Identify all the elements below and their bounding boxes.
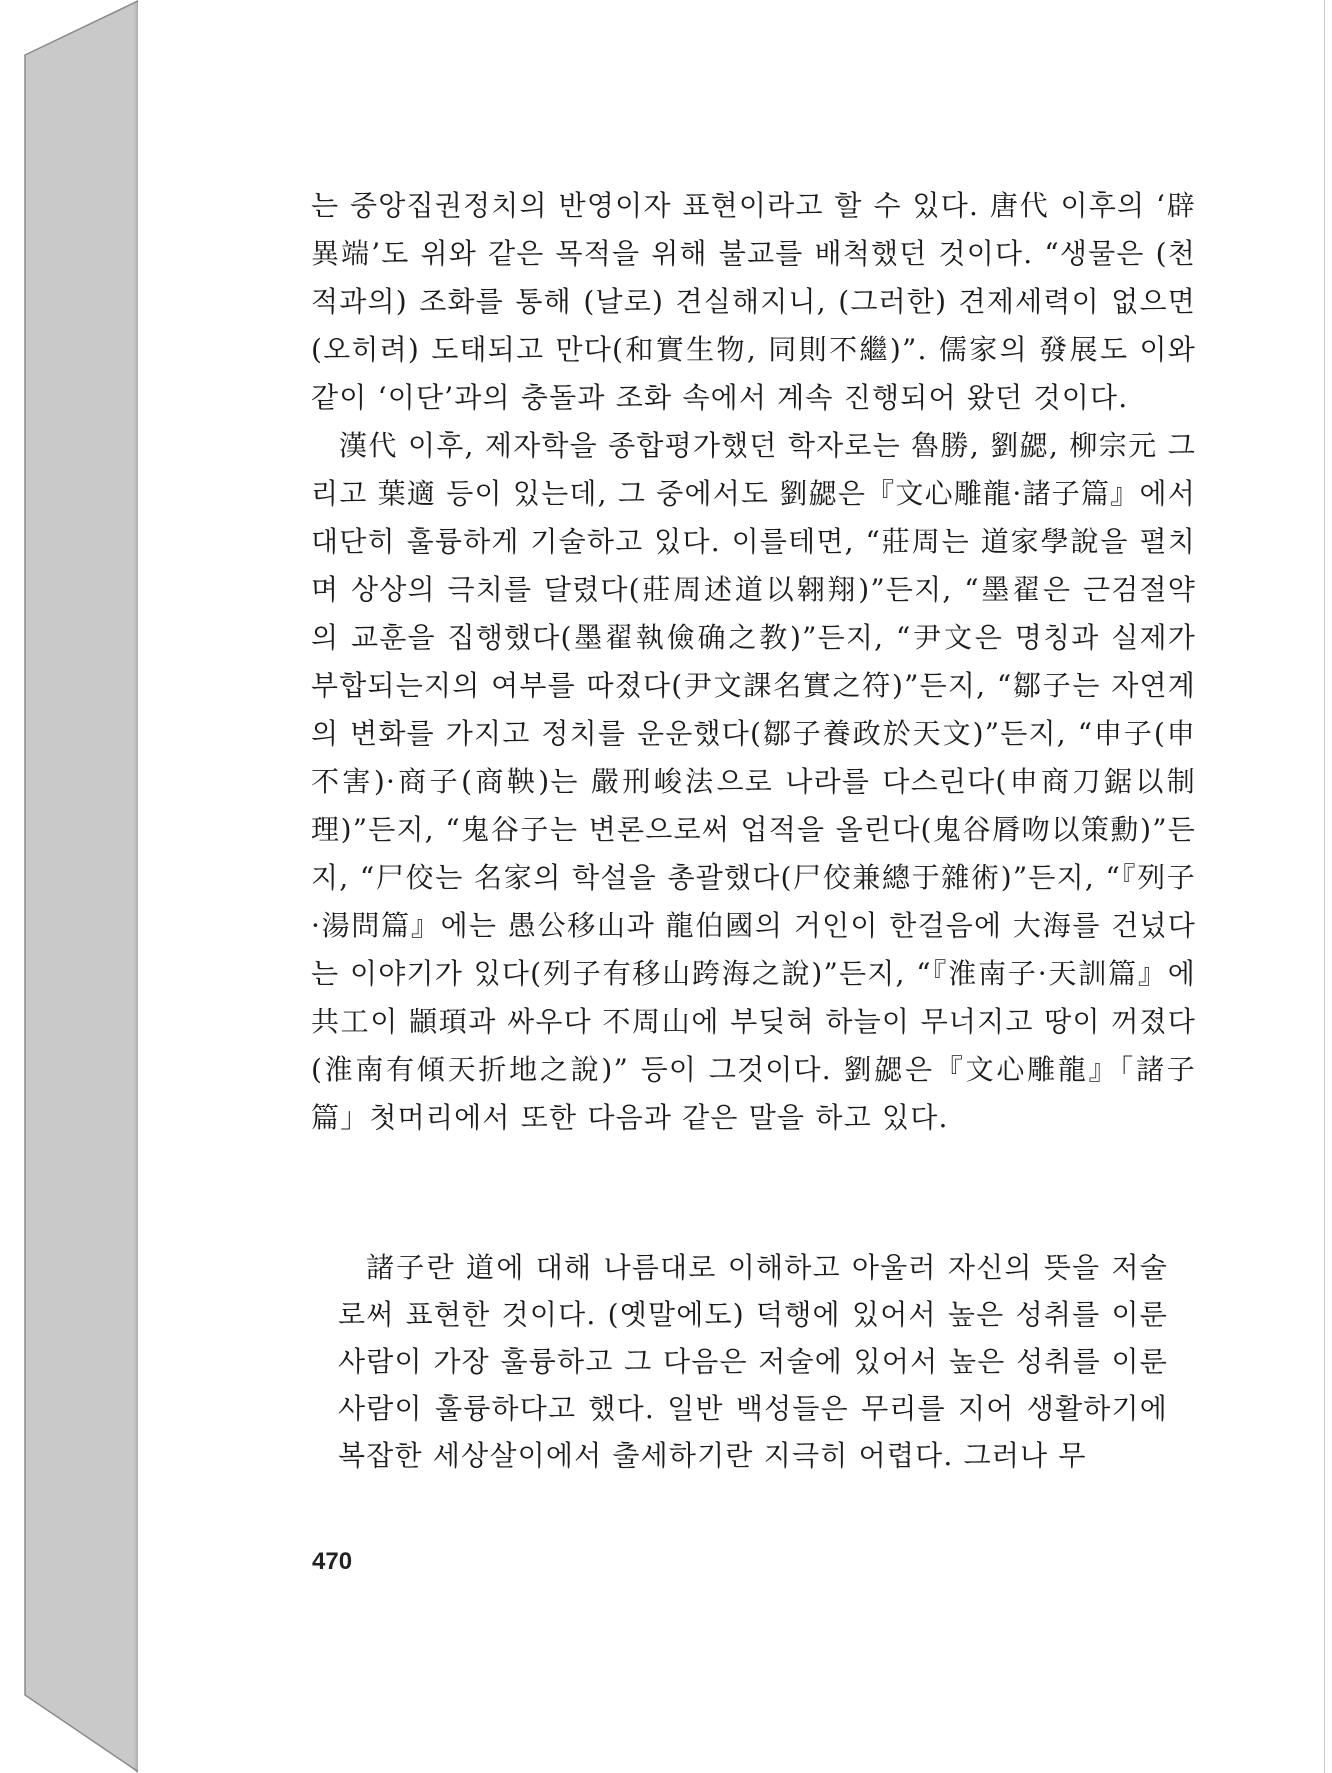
spine-face	[25, 0, 140, 1773]
page-number: 470	[312, 1548, 353, 1575]
book-page	[138, 0, 1325, 1773]
block-quote: 諸子란 道에 대해 나름대로 이해하고 아울러 자신의 뜻을 저술로써 표현한 것이다. (옛말에도) 덕행에 있어서 높은 성취를 이룬 사람이 가장 훌륭하고 그 다음은 저술에 있어서 높은 성취를 이룬 사람이 훌륭하다고 했다. 일반 백성들은 무리를 지어 생활하기에 복잡한 세상살이에서 출세하기란 지극히 어렵다. 그러나 무	[338, 1251, 1168, 1472]
body-text	[311, 182, 1196, 1142]
paragraph-2: 漢代 이후, 제자학을 종합평가했던 학자로는 魯勝, 劉勰, 柳宗元 그리고 葉適 등이 있는데, 그 중에서도 劉勰은『文心雕龍·諸子篇』에서 대단히 훌륭하게 기술하고 있다. 이를테면, “莊周는 道家學說을 펼치며 상상의 극치를 달렸다(莊周述道以翱翔)”든지, “墨翟은 근검절약의 교훈을 집행했다(墨翟執儉确之教)”든지, “尹文은 명칭과 실제가 부합되는지의 여부를 따졌다(尹文課名實之符)”든지, “鄒子는 자연계의 변화를 가지고 정치를 운운했다(鄒子養政於天文)”든지, “申子(申不害)·商子(商鞅)는 嚴刑峻法으로 나라를 다스린다(申商刀鋸以制理)”든지, “鬼谷子는 변론으로써 업적을 올린다(鬼谷脣吻以策勳)”든지, “尸佼는 名家의 학설을 총괄했다(尸佼兼總于雜術)”든지, “『列子·湯問篇』에는 愚公移山과 龍伯國의 거인이 한걸음에 大海를 건넜다는 이야기가 있다(列子有移山跨海之說)”든지, “『淮南子·天訓篇』에 共工이 顓頊과 싸우다 不周山에 부딪혀 하늘이 무너지고 땅이 꺼졌다(淮南有傾天折地之說)” 등이 그것이다. 劉勰은『文心雕龍』「諸子篇」첫머리에서 또한 다음과 같은 말을 하고 있다.	[311, 429, 1196, 1134]
paragraph-1: 는 중앙집권정치의 반영이자 표현이라고 할 수 있다. 唐代 이후의 ‘辟異端’도 위와 같은 목적을 위해 불교를 배척했던 것이다. “생물은 (천적과의) 조화를 통해 (날로) 견실해지니, (그러한) 견제세력이 없으면 (오히려) 도태되고 만다(和實生物, 同則不繼)”. 儒家의 發展도 이와같이 ‘이단’과의 충돌과 조화 속에서 계속 진행되어 왔던 것이다.	[311, 189, 1196, 414]
